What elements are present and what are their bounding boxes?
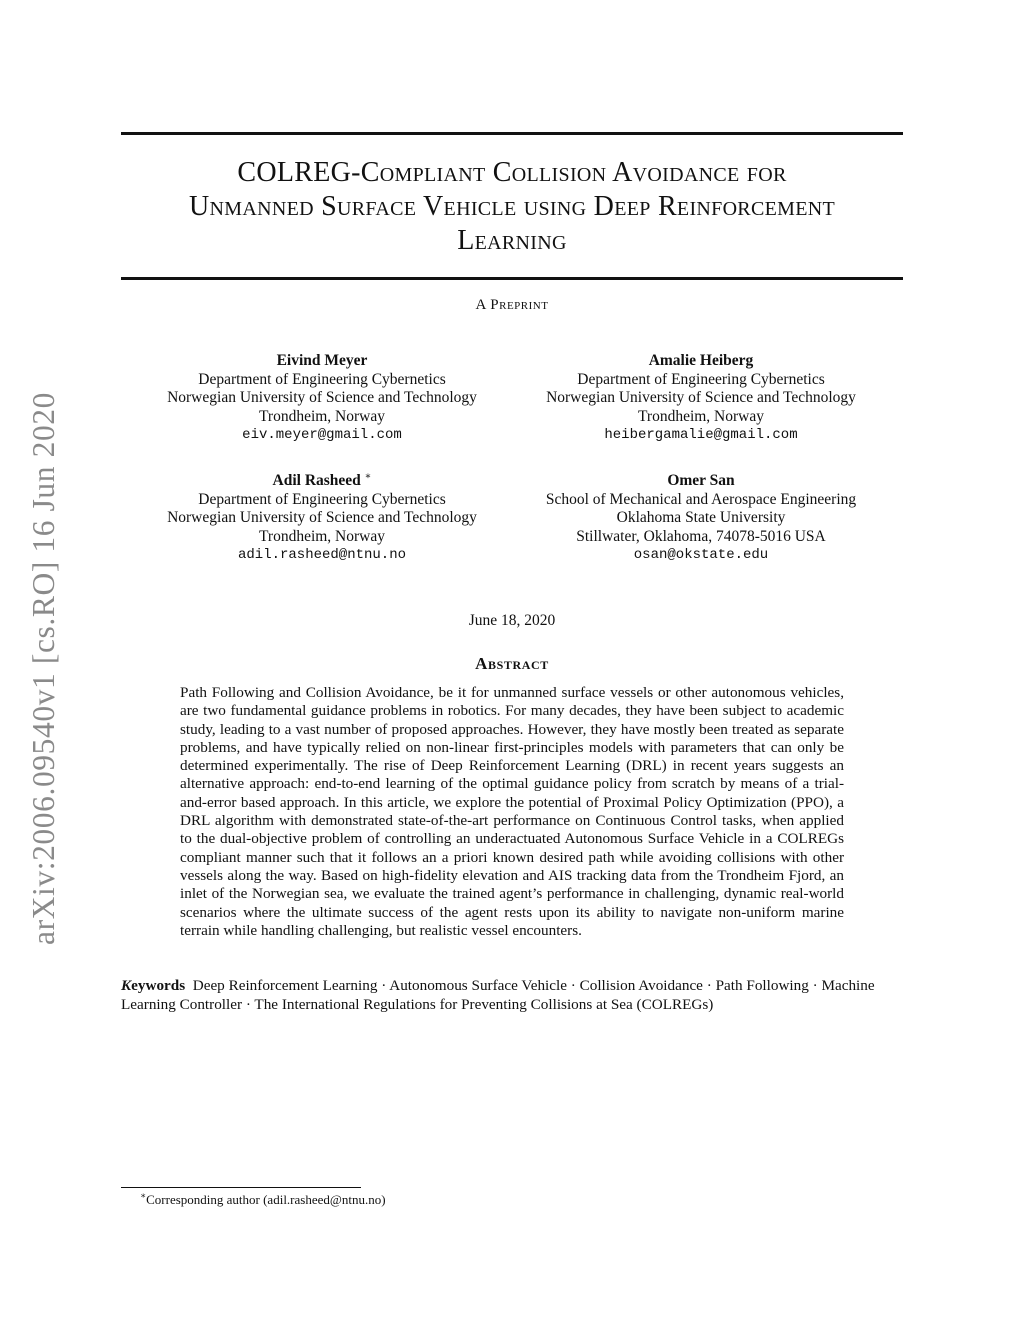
- author-name: [501, 472, 901, 491]
- author-institution: Oklahoma State University: [616, 509, 786, 526]
- author-location: Trondheim, Norway: [637, 407, 764, 425]
- author-name-text: Eivind Meyer: [276, 352, 368, 369]
- title-rule-bottom: [121, 277, 903, 280]
- author-email[interactable]: eiv.meyer@gmail.com: [242, 427, 402, 443]
- footnote-rule: [121, 1187, 361, 1188]
- preprint-label: A Preprint: [475, 297, 549, 313]
- author-block: [122, 352, 522, 445]
- author-location: Trondheim, Norway: [258, 407, 385, 425]
- author-department: Department of Engineering Cybernetics: [577, 370, 825, 388]
- author-email[interactable]: heibergamalie@gmail.com: [604, 427, 798, 443]
- author-email[interactable]: adil.rasheed@ntnu.no: [237, 547, 407, 563]
- title-line-2: Unmanned Surface Vehicle using Deep Reinforcement: [189, 191, 835, 222]
- arxiv-stamp: arXiv:2006.09540v1 [cs.RO] 16 Jun 2020: [26, 391, 61, 945]
- author-institution: Norwegian University of Science and Technology: [546, 389, 856, 406]
- keywords-label: eywords: [131, 977, 186, 994]
- abstract-heading: Abstract: [475, 654, 549, 673]
- author-location: Stillwater, Oklahoma, 74078-5016 USA: [576, 527, 826, 545]
- keywords: [121, 977, 903, 1014]
- author-location: Trondheim, Norway: [258, 527, 385, 545]
- author-name-text: Omer San: [667, 472, 735, 489]
- keywords-text: Deep Reinforcement Learning · Autonomous Surface Vehicle · Collision Avoidance · Path Following · Machine Learning Controller · The International Regulations for Preventing Collisions at Sea (COLREGs): [121, 977, 875, 1013]
- author-department: Department of Engineering Cybernetics: [198, 490, 446, 508]
- title-line-3: Learning: [457, 225, 567, 256]
- author-email[interactable]: osan@okstate.edu: [633, 547, 769, 563]
- author-block: [501, 352, 901, 445]
- author-name-text: Adil Rasheed: [272, 472, 361, 489]
- author-name-text: Amalie Heiberg: [648, 352, 754, 369]
- footnote: [140, 1192, 386, 1208]
- abstract-text: Path Following and Collision Avoidance, be it for unmanned surface vessels or other autonomous vehicles, are two fundamental guidance problems in robotics. For many decades, they have been subject to academic study, leading to a vast number of proposed approaches. However, they have mostly been treated as separate problems, and have typically relied on non-linear first-principles models with parameters that can only be determined experimentally. The rise of Deep Reinforcement Learning (DRL) in recent years suggests an alternative approach: end-to-end learning of the optimal guidance policy from scratch by means of a trial-and-error based approach. In this article, we explore the potential of Proximal Policy Optimization (PPO), a DRL algorithm with demonstrated state-of-the-art performance on Continuous Control tasks, when applied to the dual-objective problem of controlling an underactuated Autonomous Surface Vehicle in a COLREGs compliant manner such that it follows an a priori known desired path while avoiding collisions with other vessels along the way. Based on high-fidelity elevation and AIS tracking data from the Trondheim Fjord, an inlet of the Norwegian sea, we evaluate the trained agent’s performance in challenging, dynamic real-world scenarios where the ultimate success of the agent rests upon its ability to navigate non-uniform marine terrain while handling challenging, but realistic vessel encounters.: [180, 684, 844, 939]
- footnote-marker: ∗: [140, 1190, 147, 1201]
- footnote-text: Corresponding author (adil.rasheed@ntnu.no): [146, 1192, 386, 1207]
- author-department: School of Mechanical and Aerospace Engineering: [545, 490, 857, 508]
- author-department: Department of Engineering Cybernetics: [198, 370, 446, 388]
- author-institution: Norwegian University of Science and Technology: [167, 389, 477, 406]
- corresponding-author-marker: ∗: [364, 470, 372, 482]
- author-name: [501, 352, 901, 371]
- author-name: [122, 472, 522, 491]
- author-block: [122, 472, 522, 565]
- title-rule-top: [121, 132, 903, 135]
- author-block: [501, 472, 901, 565]
- keywords-label-initial: K: [121, 977, 132, 994]
- title-line-1: COLREG-Compliant Collision Avoidance for: [237, 157, 787, 188]
- author-name: [122, 352, 522, 371]
- author-institution: Norwegian University of Science and Technology: [167, 509, 477, 526]
- paper-title: [121, 156, 903, 258]
- paper-date: June 18, 2020: [468, 612, 556, 629]
